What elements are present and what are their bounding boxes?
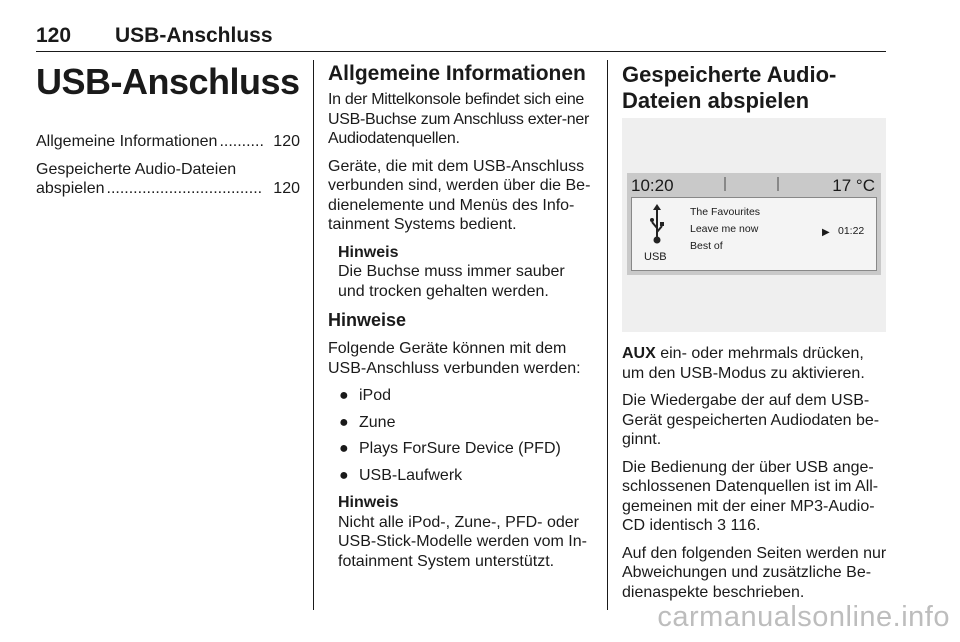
page-number: 120: [36, 24, 72, 47]
aux-button-label: AUX: [622, 345, 656, 362]
bullet-icon: ●: [339, 387, 349, 404]
column-play-files: [622, 62, 888, 610]
header-rule: [36, 51, 886, 52]
paragraph: Die Wiedergabe der auf dem USB-Gerät gespeicherten Audiodaten be-ginnt.: [622, 392, 880, 448]
note-text: Nicht alle iPod-, Zune-, PFD- oder USB-Stick-Modelle werden vom In-fotainment System unterstützt.: [338, 513, 587, 570]
display-divider: [724, 177, 726, 191]
bullet-icon: ●: [339, 440, 349, 457]
paragraph: In der Mittelkonsole befindet sich eine USB-Buchse zum Anschluss exter-ner Audiodatenquellen.: [328, 91, 590, 147]
subheading-hinweise: Hinweise: [328, 310, 407, 330]
paragraph: Folgende Geräte können mit dem USB-Anschluss verbunden werden:: [328, 340, 581, 377]
section-heading-play-files: Gespeicherte Audio- Dateien abspielen: [622, 62, 837, 113]
column-toc: [36, 62, 300, 207]
toc-entry-play-files[interactable]: [36, 160, 300, 199]
toc-entry-page: 120: [273, 133, 300, 150]
section-heading-general-info: Allgemeine Informationen: [328, 62, 586, 85]
column-general-info: [328, 62, 594, 579]
play-icon: ▶: [822, 227, 830, 238]
note-box: [338, 493, 594, 571]
display-duration: 01:22: [838, 225, 865, 237]
list-item: ● Zune: [339, 413, 396, 431]
toc-entry-label-cont: abspielen: [36, 180, 105, 197]
display-track-3: Best of: [690, 240, 723, 252]
column-divider-1: [313, 60, 314, 610]
toc-entry-label: Allgemeine Informationen: [36, 133, 218, 150]
toc-entry-page: 120: [273, 180, 300, 197]
bullet-icon: ●: [339, 413, 349, 431]
paragraph: Die Bedienung der über USB ange-schlossenen Datenquellen ist im All-gemeinen mit der einer MP3-Audio-CD identisch 3 116.: [622, 458, 879, 534]
display-divider: [777, 177, 779, 191]
paragraph: Auf den folgenden Seiten werden nur Abweichungen und zusätzliche Be-dienaspekte beschrieben.: [622, 544, 887, 601]
list-item: ● Plays ForSure Device (PFD): [339, 440, 561, 457]
bullet-icon: ●: [339, 466, 349, 484]
note-text: Die Buchse muss immer sauber und trocken gehalten werden.: [338, 263, 565, 300]
display-track-panel: [631, 197, 877, 271]
display-temperature: 17 °C: [832, 176, 875, 195]
watermark: carmanualsonline.info: [657, 601, 950, 633]
toc-leader-dots: ..........: [219, 133, 264, 150]
display-track-1: The Favourites: [690, 206, 761, 218]
page-reference[interactable]: 116.: [730, 517, 761, 534]
column-divider-2: [607, 60, 608, 610]
paragraph: AUX ein- oder mehrmals drücken, um den USB-Modus zu aktivieren.: [622, 345, 865, 382]
infotainment-display: [627, 173, 881, 275]
paragraph: Geräte, die mit dem USB-Anschluss verbunden sind, werden über die Be-dienelemente und Menüs des Info-tainment Systems bedient.: [328, 157, 591, 233]
display-clock: 10:20: [631, 176, 674, 195]
display-track-2: Leave me now: [690, 223, 759, 235]
device-list: [328, 386, 594, 485]
chapter-title: USB-Anschluss: [36, 61, 300, 102]
page-reference-arrow: 3: [717, 517, 727, 534]
toc-entry-general-info[interactable]: [36, 132, 300, 152]
display-illustration: [622, 118, 886, 332]
note-heading: Hinweis: [338, 243, 399, 261]
note-heading: Hinweis: [338, 494, 399, 511]
display-usb-label: USB: [644, 251, 667, 263]
note-box: [338, 243, 594, 302]
list-item: ● iPod: [339, 387, 392, 404]
list-item: ● USB-Laufwerk: [339, 466, 463, 484]
running-header-title: USB-Anschluss: [115, 24, 273, 47]
toc-leader-dots: ...................................: [106, 180, 263, 197]
toc-entry-label: Gespeicherte Audio-Dateien: [36, 160, 237, 178]
usb-icon: [650, 204, 664, 244]
